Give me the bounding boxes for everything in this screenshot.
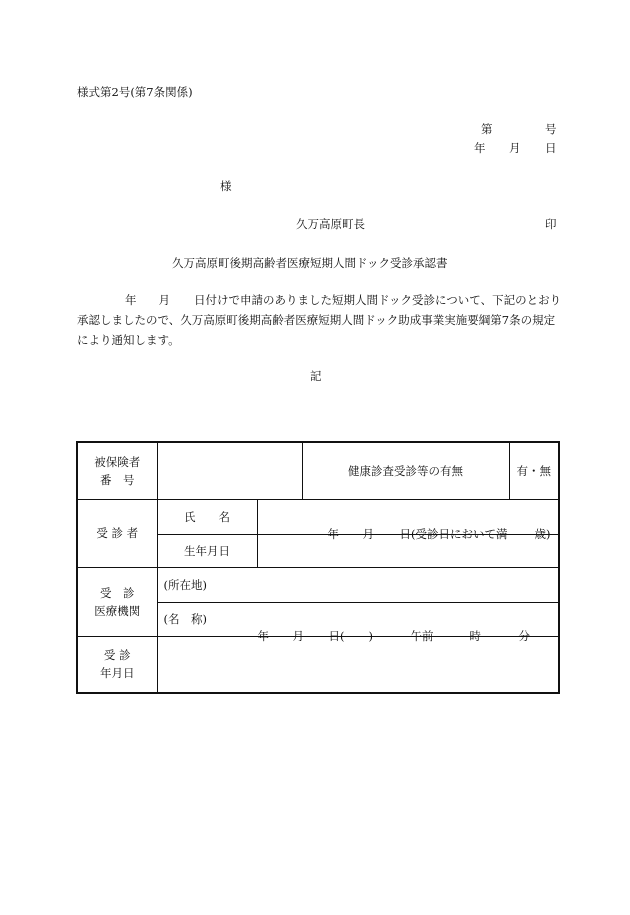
document-number-gou: 号 bbox=[545, 122, 557, 136]
form-number: 様式第2号(第7条関係) bbox=[77, 85, 193, 99]
exam-date-row bbox=[77, 636, 559, 693]
issuer-seal: 印 bbox=[545, 217, 557, 231]
name-label: 氏 名 bbox=[157, 499, 257, 534]
body-year: 年 bbox=[125, 293, 137, 307]
exam-time-hour: 時 bbox=[469, 628, 481, 643]
exam-date-field[interactable] bbox=[157, 628, 559, 693]
body-text: 日付けで申請のありました短期人間ドック受診について、下記のとおり承認しましたので、久万高原町後期高齢者医療短期人間ドック助成事業実施要綱第7条の規定により通知します。 bbox=[77, 293, 562, 347]
exam-date-label bbox=[77, 636, 157, 693]
institution-label-line2: 医療機関 bbox=[94, 603, 141, 618]
issuer-name: 久万高原町長 bbox=[296, 217, 365, 231]
document-number-dai: 第 bbox=[481, 122, 493, 136]
dob-age-close: 歳) bbox=[534, 526, 551, 541]
exam-time-am: 午前 bbox=[410, 628, 434, 643]
institution-address-row bbox=[77, 567, 559, 602]
exam-date-close: ) bbox=[368, 628, 373, 643]
institution-name-label: (名 称) bbox=[163, 612, 207, 626]
exam-date-day: 日( bbox=[328, 628, 345, 643]
insured-row bbox=[77, 442, 559, 499]
exam-date-label-line1: 受 診 bbox=[103, 648, 131, 663]
institution-label-line1: 受 診 bbox=[100, 585, 135, 600]
issue-date-month: 月 bbox=[509, 141, 521, 155]
exam-date-year: 年 bbox=[257, 628, 269, 643]
insured-label-line1: 被保険者 bbox=[94, 454, 141, 469]
institution-address-field[interactable] bbox=[157, 567, 559, 602]
insured-number-field[interactable] bbox=[157, 442, 302, 499]
checkup-label: 健康診査受診等の有無 bbox=[302, 442, 509, 499]
approval-form-table bbox=[76, 441, 560, 694]
issue-date-day: 日 bbox=[545, 141, 557, 155]
issue-date-year: 年 bbox=[474, 141, 486, 155]
dob-year: 年 bbox=[327, 526, 339, 541]
insured-number-label bbox=[77, 442, 157, 499]
dob-month: 月 bbox=[362, 526, 374, 541]
addressee-sama: 様 bbox=[220, 179, 232, 193]
dob-label: 生年月日 bbox=[157, 534, 257, 567]
insured-label-line2: 番 号 bbox=[100, 472, 135, 487]
examinee-label: 受 診 者 bbox=[77, 499, 157, 567]
address-label: (所在地) bbox=[163, 577, 207, 592]
dob-field[interactable] bbox=[257, 526, 559, 567]
institution-label bbox=[77, 567, 157, 636]
document-title: 久万高原町後期高齢者医療短期人間ドック受診承認書 bbox=[172, 256, 448, 270]
body-paragraph bbox=[77, 290, 562, 350]
ki-heading: 記 bbox=[310, 369, 322, 383]
dob-suffix: 日(受診日において満 bbox=[399, 526, 508, 541]
exam-date-label-line2: 年月日 bbox=[100, 666, 135, 681]
body-month: 月 bbox=[158, 293, 170, 307]
exam-date-month: 月 bbox=[292, 628, 304, 643]
checkup-value[interactable]: 有・無 bbox=[509, 442, 559, 499]
institution-name-field[interactable] bbox=[157, 602, 559, 636]
exam-time-minute: 分 bbox=[518, 628, 530, 643]
